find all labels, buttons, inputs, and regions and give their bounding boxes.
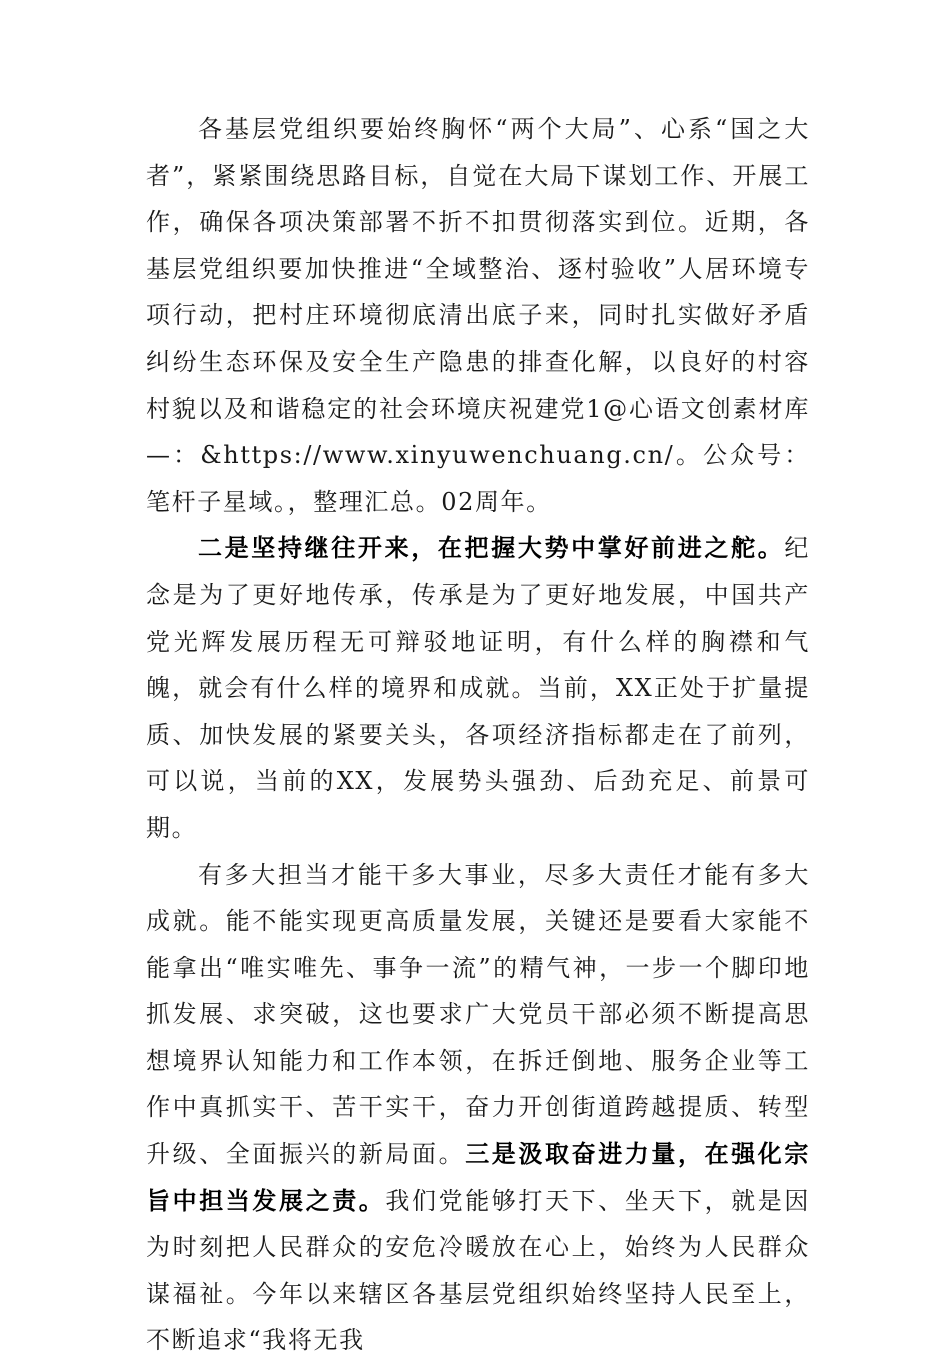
- section-heading-2: 二是坚持继往开来，在把握大势中掌好前进之舵。: [198, 533, 784, 562]
- paragraph-3: [146, 852, 810, 1364]
- paragraph-1-text: 各基层党组织要始终胸怀“两个大局”、心系“国之大者”，紧紧围绕思路目标，自觉在大局下谋划工作、开展工作，确保各项决策部署不折不扣贯彻落实到位。近期，各基层党组织要加快推进“全域整治、逐村验收”人居环境专项行动，把村庄环境彻底清出底子来，同时扎实做好矛盾纠纷生态环保及安全生产隐患的排查化解，以良好的村容村貌以及和谐稳定的社会环境庆祝建党1@心语文创素材库—：&https://www.xinyuwenchuang.cn/。公众号：笔杆子星域。，整理汇总。02周年。: [146, 115, 810, 516]
- paragraph-2: [146, 525, 810, 851]
- section-heading-3: 三是汲取奋进力量，在强化宗旨中担当发展之责。: [146, 1139, 810, 1215]
- paragraph-3-text: 有多大担当才能干多大事业，尽多大责任才能有多大成就。能不能实现更高质量发展，关键还是要看大家能不能拿出“唯实唯先、事争一流”的精气神，一步一个脚印地抓发展、求突破，这也要求广大党员干部必须不断提高思想境界认知能力和工作本领，在拆迁倒地、服务企业等工作中真抓实干、苦干实干，奋力开创街道跨越提质、转型升级、全面振兴的新局面。: [146, 861, 810, 1169]
- paragraph-3-continued-text: 我们党能够打天下、坐天下，就是因为时刻把人民群众的安危冷暖放在心上，始终为人民群众谋福祉。今年以来辖区各基层党组织始终坚持人民至上，不断追求“我将无我: [146, 1187, 810, 1355]
- paragraph-2-text: 纪念是为了更好地传承，传承是为了更好地发展，中国共产党光辉发展历程无可辩驳地证明，有什么样的胸襟和气魄，就会有什么样的境界和成就。当前，XX正处于扩量提质、加快发展的紧要关头，各项经济指标都走在了前列，可以说，当前的XX，发展势头强劲、后劲充足、前景可期。: [146, 534, 810, 842]
- paragraph-1: [146, 106, 810, 525]
- body-text: [146, 106, 810, 1364]
